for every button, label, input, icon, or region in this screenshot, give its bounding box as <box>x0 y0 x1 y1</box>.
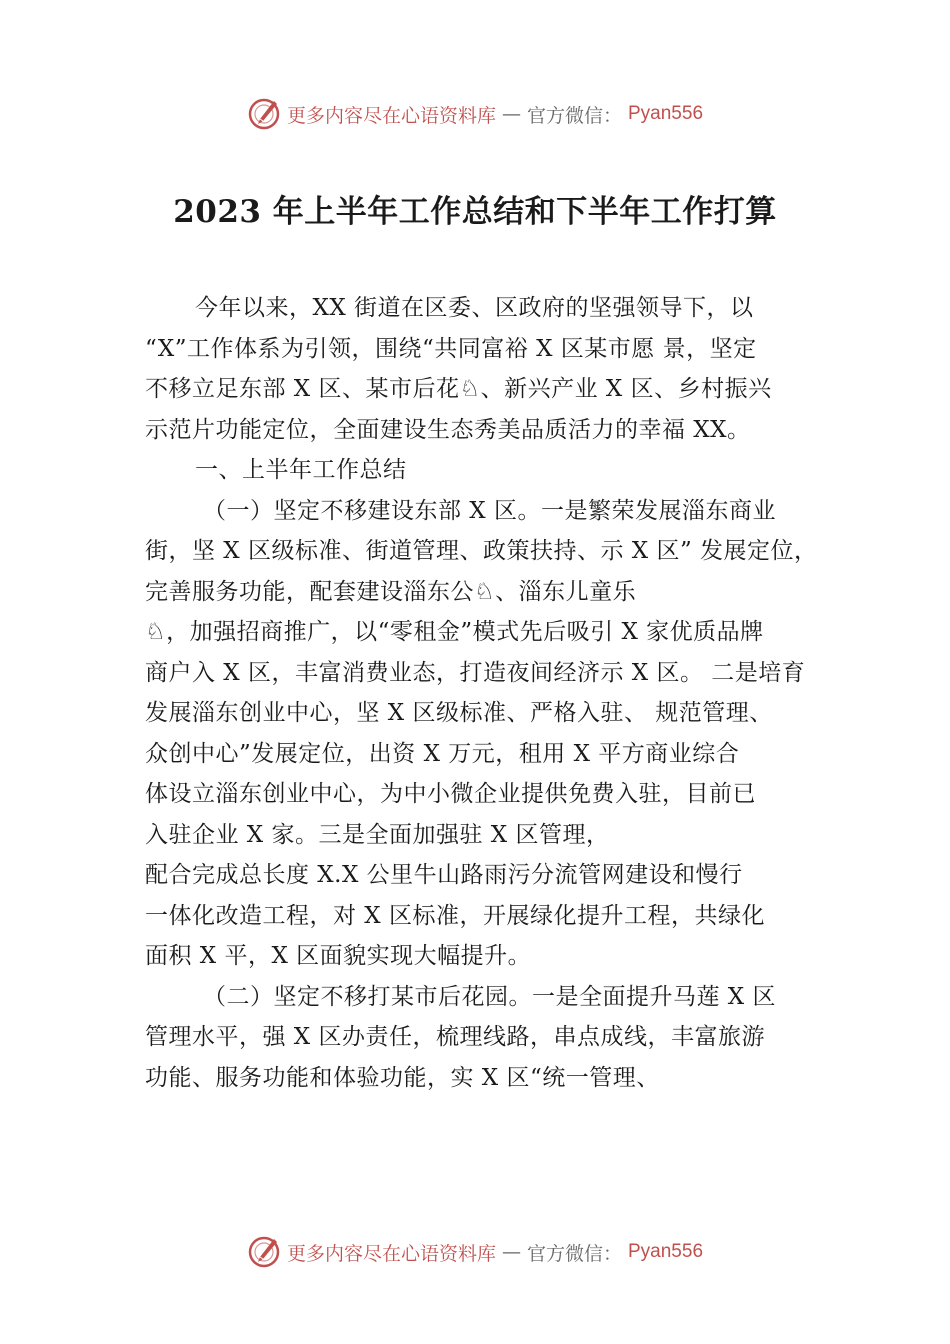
body-line: “X”工作体系为引领，围绕“共同富裕 X 区某市愿 景，坚定 <box>145 335 757 362</box>
body-line: 配合完成总长度 X.X 公里牛山路雨污分流管网建设和慢行 <box>145 862 743 888</box>
subsection-heading: （二）坚定不移打某市后花园。一是全面提升马莲 X 区 <box>203 983 776 1010</box>
document-title: 2023 年上半年工作总结和下半年工作打算 <box>173 194 777 230</box>
document-body <box>145 288 845 1098</box>
wechat-handle: Pyan556 <box>628 1241 704 1262</box>
body-line: 不移立足东部 X 区、某市后花♘、新兴产业 X 区、乡村振兴 <box>145 376 772 402</box>
brand-text: 更多内容尽在心语资料库 <box>286 1242 496 1265</box>
body-line: 街，坚 X 区级标准、街道管理、政策扶持、示 X 区” 发展定位， <box>145 538 818 564</box>
body-line: 一体化改造工程，对 X 区标准，开展绿化提升工程，共绿化 <box>145 902 765 929</box>
body-line: 面积 X 平，X 区面貌实现大幅提升。 <box>145 943 532 969</box>
footer-banner <box>0 1232 950 1272</box>
wechat-label: 官方微信： <box>526 104 622 127</box>
separator-dash: — <box>501 1241 521 1263</box>
body-line: 发展淄东创业中心，坚 X 区级标准、严格入驻、 规范管理、 <box>145 700 773 726</box>
header-banner <box>0 94 950 134</box>
body-line: 体设立淄东创业中心，为中小微企业提供免费入驻，目前已 <box>145 781 756 807</box>
wechat-label: 官方微信： <box>526 1242 622 1265</box>
body-line: 管理水平，强 X 区办责任，梳理线路，串点成线，丰富旅游 <box>145 1024 765 1050</box>
body-line: 入驻企业 X 家。三是全面加强驻 X 区管理， <box>145 821 610 848</box>
body-line: 完善服务功能，配套建设淄东公♘、淄东儿童乐 <box>145 578 637 605</box>
section-heading: 一、上半年工作总结 <box>195 457 407 483</box>
wechat-handle: Pyan556 <box>628 103 704 124</box>
body-line: 功能、服务功能和体验功能，实 X 区“统一管理、 <box>145 1064 660 1091</box>
body-line: 示范片功能定位，全面建设生态秀美品质活力的幸福 XX。 <box>145 416 751 443</box>
subsection-heading: （一）坚定不移建设东部 X 区。一是繁荣发展淄东商业 <box>203 497 776 524</box>
quill-pen-seal-icon <box>247 97 281 131</box>
body-line: ♘，加强招商推广，以“零租金”模式先后吸引 X 家优质品牌 <box>145 619 764 645</box>
body-line: 商户入 X 区，丰富消费业态，打造夜间经济示 X 区。 二是培育 <box>145 659 806 686</box>
body-line: 今年以来，XX 街道在区委、区政府的坚强领导下，以 <box>195 295 754 321</box>
quill-pen-seal-icon <box>247 1235 281 1269</box>
separator-dash: — <box>501 103 521 125</box>
brand-text: 更多内容尽在心语资料库 <box>286 104 496 127</box>
body-line: 众创中心”发展定位，出资 X 万元，租用 X 平方商业综合 <box>145 740 740 767</box>
